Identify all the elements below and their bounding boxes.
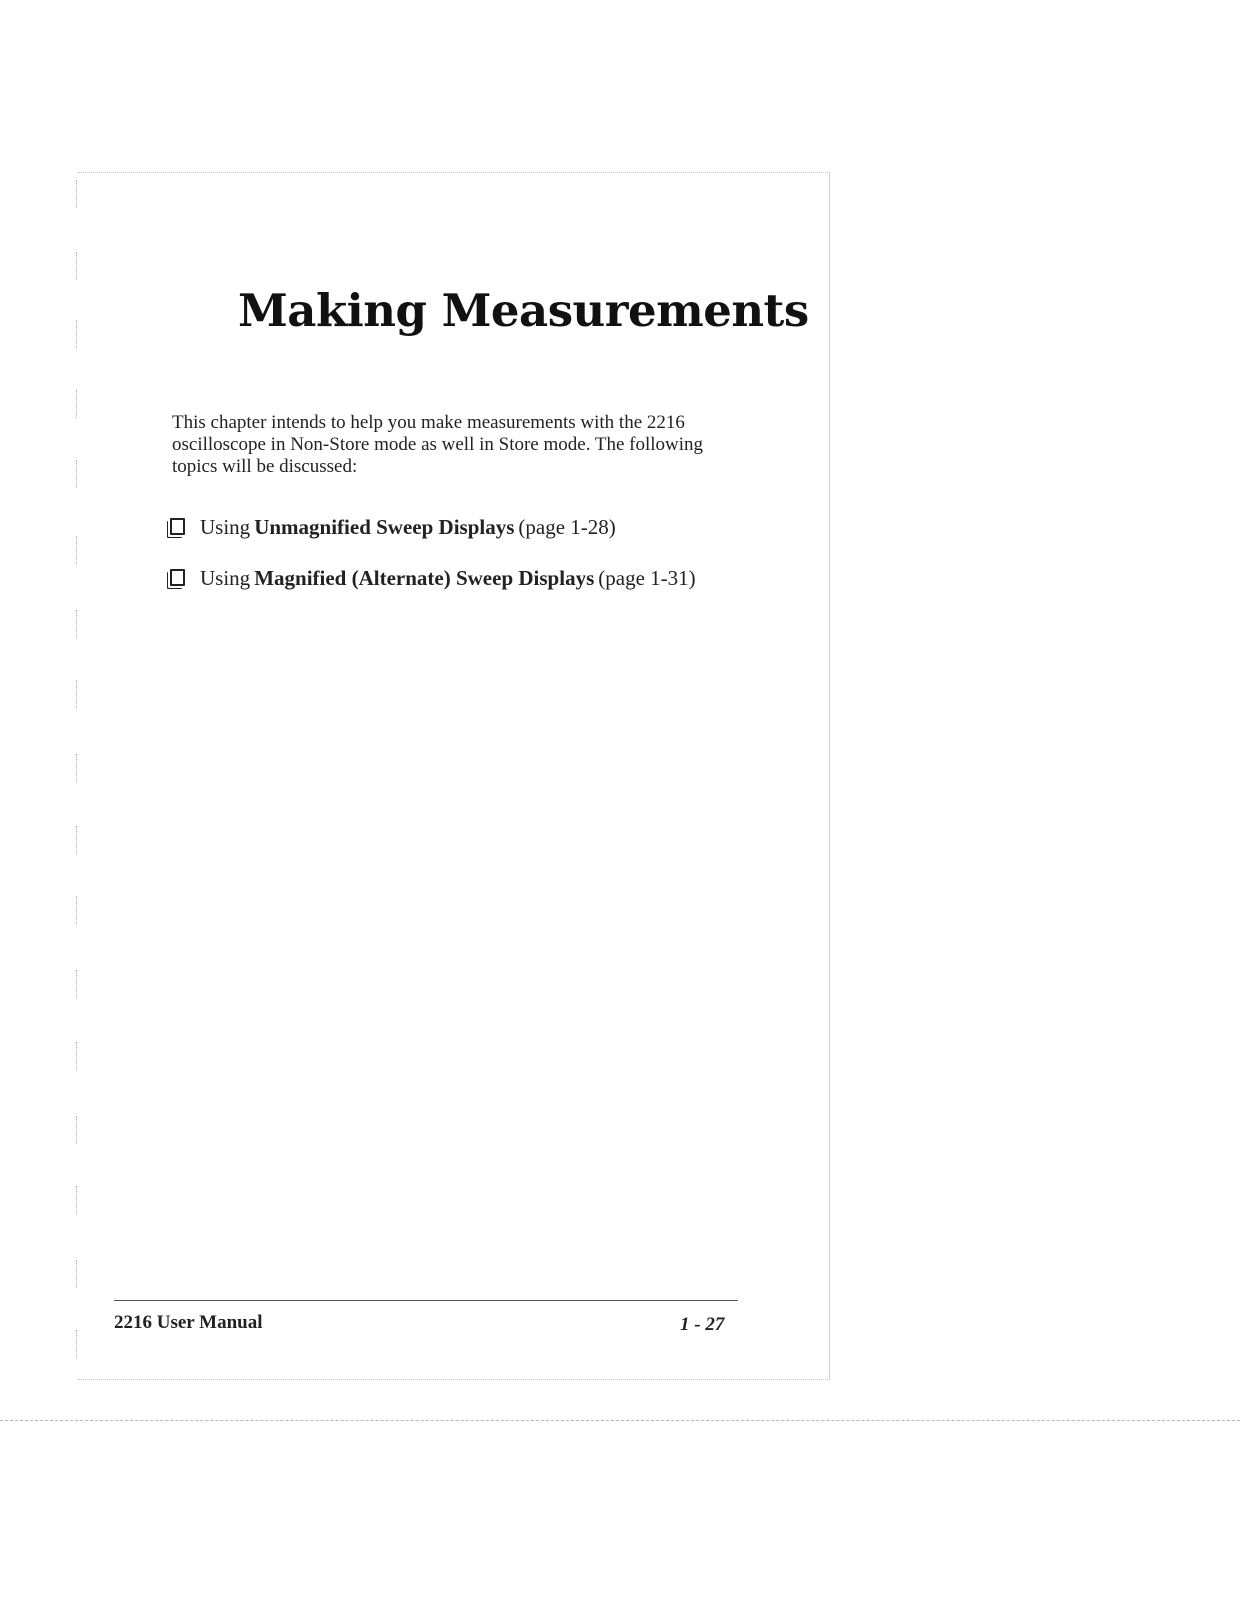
footer-manual-title: 2216 User Manual <box>114 1312 263 1333</box>
binding-holes <box>58 180 88 1370</box>
footer-page-number: 1 - 27 <box>680 1314 725 1335</box>
topic-list <box>170 515 696 617</box>
topic-prefix: Using <box>200 515 251 539</box>
topic-name: Magnified (Alternate) Sweep Displays <box>254 566 595 590</box>
scan-edge-line <box>0 1420 1240 1421</box>
checkbox-icon <box>170 518 185 535</box>
topic-page-ref: (page 1-31) <box>598 566 696 590</box>
page-frame <box>78 172 830 1380</box>
topic-item <box>170 566 696 591</box>
topic-prefix: Using <box>200 566 251 590</box>
page-title: Making Measurements <box>238 284 809 337</box>
checkbox-icon <box>170 569 185 586</box>
topic-page-ref: (page 1-28) <box>518 515 616 539</box>
topic-name: Unmagnified Sweep Displays <box>254 515 515 539</box>
topic-item <box>170 515 696 540</box>
footer-rule <box>114 1300 738 1301</box>
intro-paragraph: This chapter intends to help you make measurements with the 2216 oscilloscope in Non-Store mode as well in Store mode. The following topics will be discussed: <box>172 412 704 477</box>
